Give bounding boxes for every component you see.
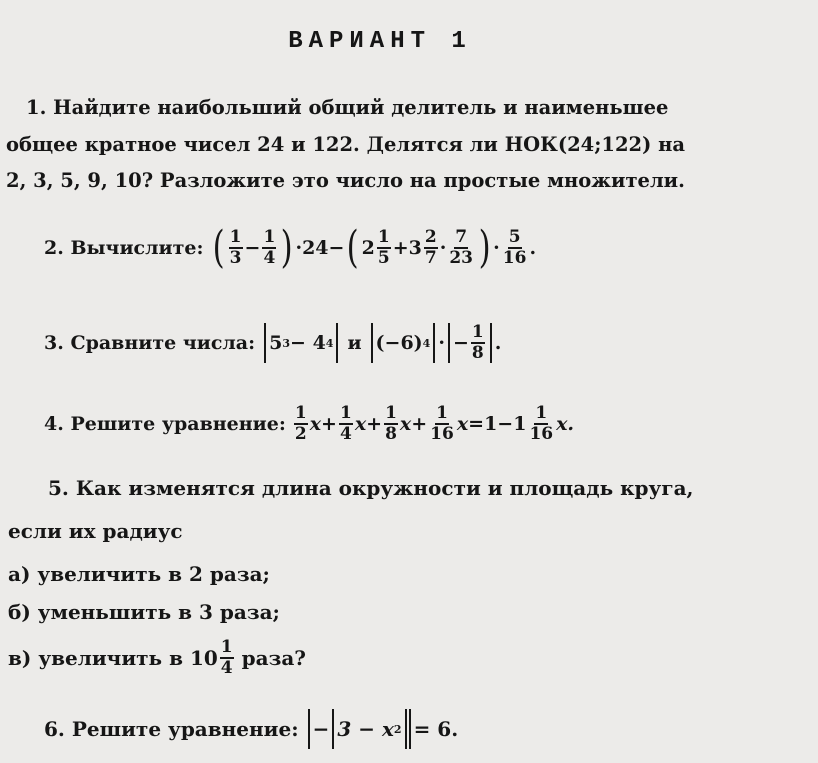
abs-bar bbox=[448, 323, 450, 363]
var-x: x bbox=[309, 413, 322, 435]
fraction bbox=[294, 405, 308, 443]
task1-line2: общее кратное чисел 24 и 122. Делятся ли НОК(24;122) на bbox=[6, 133, 686, 156]
task3-row bbox=[44, 318, 501, 368]
task1-line1: 1. Найдите наибольший общий делитель и наименьшее bbox=[26, 96, 669, 119]
denominator: 8 bbox=[385, 424, 397, 444]
denominator: 7 bbox=[424, 248, 437, 268]
task2-row bbox=[44, 222, 536, 274]
fraction bbox=[424, 229, 438, 267]
plus-sign: + bbox=[392, 237, 409, 259]
paren-open: ( bbox=[212, 222, 225, 273]
exponent: 4 bbox=[422, 336, 431, 350]
option-c-text: в) увеличить в 10 bbox=[8, 646, 218, 670]
fraction bbox=[220, 639, 234, 677]
minus-sign: − bbox=[312, 717, 330, 741]
fraction bbox=[384, 405, 398, 443]
period: . bbox=[494, 332, 502, 354]
numerator: 2 bbox=[424, 227, 437, 247]
numerator: 1 bbox=[339, 403, 352, 423]
var-x: x bbox=[354, 413, 367, 435]
abs-bar bbox=[409, 709, 411, 749]
task6-row bbox=[44, 706, 458, 752]
numerator: 1 bbox=[263, 227, 276, 247]
denominator: 8 bbox=[471, 343, 484, 363]
three-minus-x: 3 − x bbox=[337, 717, 394, 741]
base-5: 5 bbox=[269, 332, 283, 354]
minus-sign: − bbox=[452, 332, 469, 354]
fraction bbox=[502, 229, 528, 267]
task6-expression bbox=[305, 709, 459, 749]
task5-line2: если их радиус bbox=[8, 519, 183, 543]
abs-bar bbox=[405, 709, 407, 749]
task4-label: 4. Решите уравнение: bbox=[44, 413, 286, 435]
task6-label: 6. Решите уравнение: bbox=[44, 717, 299, 741]
numerator: 1 bbox=[535, 403, 548, 423]
task4-expression bbox=[292, 405, 574, 443]
task2-expression bbox=[210, 222, 537, 273]
fraction bbox=[528, 405, 554, 443]
base-neg-6: (−6) bbox=[375, 332, 423, 354]
abs-bar bbox=[336, 323, 338, 363]
numerator: 1 bbox=[377, 227, 390, 247]
fraction bbox=[448, 229, 474, 267]
task5-option-b: б) уменьшить в 3 раза; bbox=[8, 600, 280, 624]
denominator: 16 bbox=[502, 248, 527, 268]
period: . bbox=[529, 237, 537, 259]
denominator: 23 bbox=[449, 248, 473, 268]
task5-option-c bbox=[8, 634, 306, 682]
var-x-period: x. bbox=[556, 413, 575, 435]
exponent: 2 bbox=[393, 722, 402, 736]
fraction bbox=[339, 405, 353, 443]
minus-4: − 4 bbox=[290, 332, 326, 354]
denominator: 2 bbox=[294, 424, 307, 444]
denominator: 4 bbox=[263, 248, 276, 268]
abs-bar bbox=[332, 709, 334, 749]
abs-bar bbox=[308, 709, 310, 749]
task5-line1: 5. Как изменятся длина окружности и площадь круга, bbox=[48, 476, 694, 500]
paren-close: ) bbox=[280, 222, 293, 273]
fraction bbox=[377, 229, 391, 267]
abs-bar bbox=[433, 323, 435, 363]
task4-row bbox=[44, 400, 574, 448]
numerator: 5 bbox=[508, 227, 521, 247]
paren-open: ( bbox=[347, 222, 360, 273]
denominator: 4 bbox=[339, 424, 352, 444]
task3-expression bbox=[261, 323, 501, 363]
denominator: 4 bbox=[220, 658, 233, 678]
numerator: 1 bbox=[471, 322, 484, 342]
multiply-dot: · bbox=[493, 237, 500, 259]
task5-option-a: а) увеличить в 2 раза; bbox=[8, 562, 270, 586]
task2-label: 2. Вычислите: bbox=[44, 237, 204, 259]
numerator: 1 bbox=[229, 227, 242, 247]
minus-sign: − bbox=[244, 237, 261, 259]
plus-sign: + bbox=[366, 413, 383, 435]
exponent: 4 bbox=[325, 336, 334, 350]
abs-bar bbox=[371, 323, 373, 363]
exponent: 3 bbox=[282, 336, 291, 350]
whole-part: 2 bbox=[361, 237, 375, 259]
variant-title: ВАРИАНТ 1 bbox=[288, 28, 472, 55]
numerator: 7 bbox=[455, 227, 468, 247]
plus-sign: + bbox=[321, 413, 337, 435]
times-24-minus: ·24− bbox=[295, 237, 345, 259]
numerator: 1 bbox=[220, 637, 233, 657]
fraction bbox=[429, 405, 455, 443]
denominator: 5 bbox=[377, 248, 390, 268]
denominator: 16 bbox=[529, 424, 554, 444]
var-x: x bbox=[456, 413, 469, 435]
abs-bar bbox=[490, 323, 492, 363]
numerator: 1 bbox=[436, 403, 448, 423]
option-c-end: раза? bbox=[241, 646, 307, 670]
numerator: 1 bbox=[294, 403, 307, 423]
denominator: 3 bbox=[229, 248, 242, 268]
paren-close: ) bbox=[478, 222, 491, 273]
plus-sign: + bbox=[411, 413, 428, 435]
fraction bbox=[471, 324, 485, 362]
denominator: 16 bbox=[430, 424, 454, 444]
equals-six: = 6. bbox=[413, 717, 459, 741]
fraction bbox=[229, 229, 243, 267]
and-word: и bbox=[347, 332, 362, 354]
fraction bbox=[262, 229, 276, 267]
rhs-1-minus-1: =1−1 bbox=[468, 413, 527, 435]
task1-line3: 2, 3, 5, 9, 10? Разложите это число на простые множители. bbox=[6, 169, 685, 192]
abs-bar bbox=[264, 323, 266, 363]
multiply-dot: · bbox=[439, 237, 447, 259]
var-x: x bbox=[399, 413, 412, 435]
numerator: 1 bbox=[385, 403, 397, 423]
multiply-dot: · bbox=[438, 332, 445, 354]
task3-label: 3. Сравните числа: bbox=[44, 332, 256, 354]
whole-part: 3 bbox=[408, 237, 422, 259]
